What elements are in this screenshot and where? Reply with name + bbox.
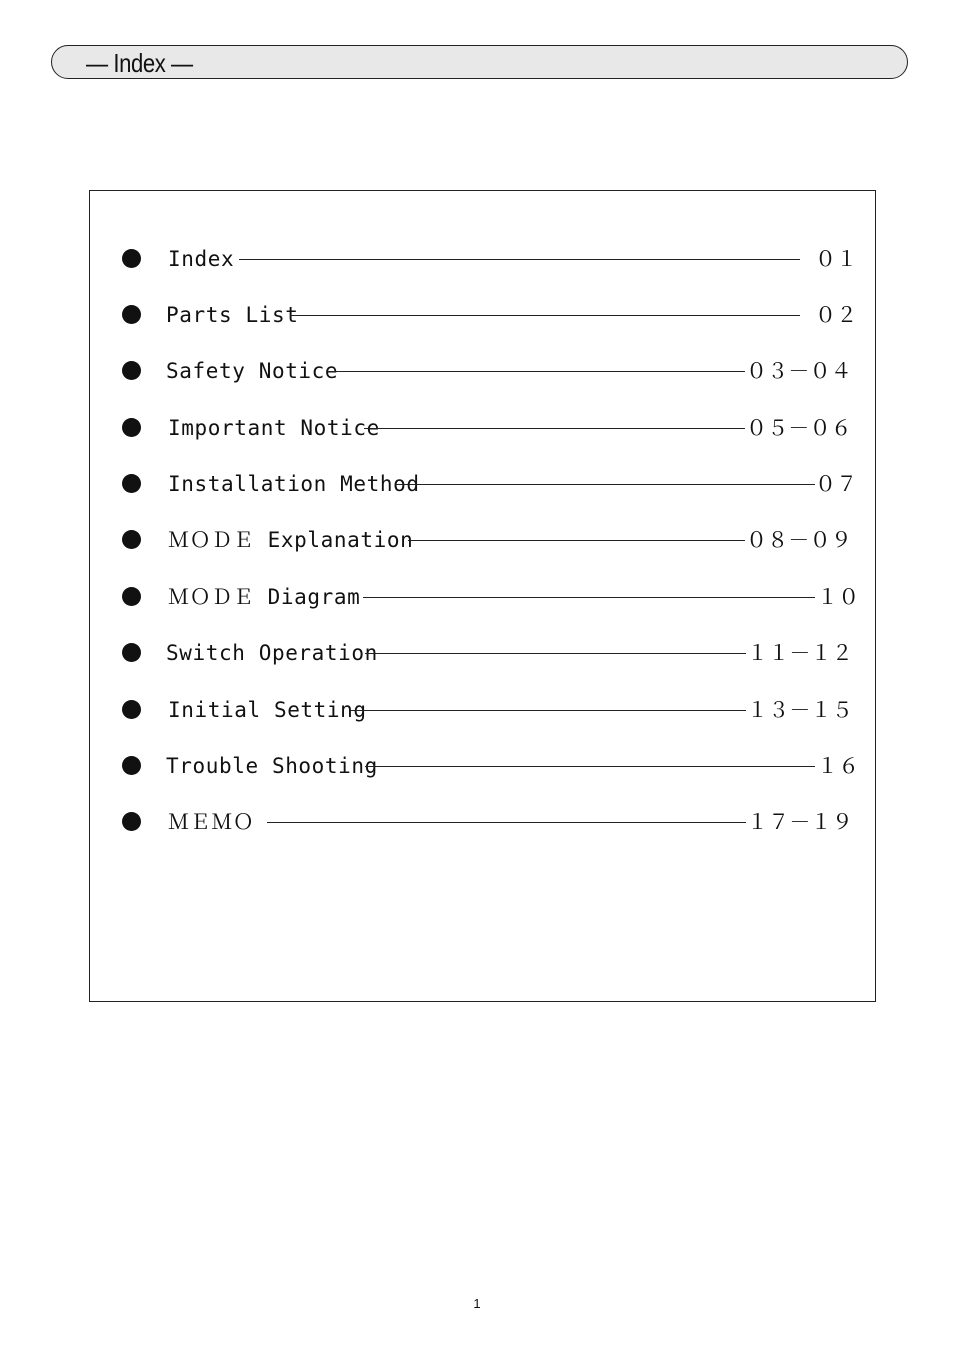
toc-entry[interactable]: [90, 468, 877, 498]
toc-entry-title: Switch Operation: [166, 641, 378, 665]
leader-line: [395, 484, 815, 485]
bullet-icon: [122, 418, 141, 437]
toc-entry-title: Trouble Shooting: [166, 754, 378, 778]
toc-entry-pages: １０: [817, 585, 860, 609]
bullet-icon: [122, 643, 141, 662]
bullet-icon: [122, 756, 141, 775]
toc-entry[interactable]: [90, 355, 877, 385]
leader-line: [267, 822, 746, 823]
toc-entry-pages: ０５－０６: [746, 416, 852, 440]
toc-entry-title: Important Notice: [168, 416, 380, 440]
toc-entry[interactable]: [90, 694, 877, 724]
leader-line: [365, 766, 815, 767]
bullet-icon: [122, 361, 141, 380]
bullet-icon: [122, 587, 141, 606]
toc-entry-pages: ０７: [815, 472, 858, 496]
leader-line: [328, 371, 745, 372]
toc-entry[interactable]: [90, 412, 877, 442]
leader-line: [350, 710, 746, 711]
toc-entry-title: Index: [168, 247, 235, 271]
toc-entry[interactable]: [90, 581, 877, 611]
bullet-icon: [122, 305, 141, 324]
section-header: [51, 45, 908, 79]
toc-entry-pages: ０１: [815, 247, 858, 271]
toc-entry[interactable]: [90, 750, 877, 780]
toc-entry-title: Parts List: [166, 303, 299, 327]
leader-line: [408, 540, 745, 541]
toc-entry[interactable]: [90, 637, 877, 667]
toc-entry[interactable]: [90, 524, 877, 554]
toc-entry[interactable]: [90, 243, 877, 273]
page-number: 1: [473, 1296, 481, 1311]
bullet-icon: [122, 530, 141, 549]
leader-line: [363, 597, 815, 598]
bullet-icon: [122, 812, 141, 831]
toc-entry-pages: ０８－０９: [746, 528, 852, 552]
table-of-contents: [89, 190, 876, 1002]
bullet-icon: [122, 474, 141, 493]
toc-entry-title: Installation Method: [168, 472, 420, 496]
leader-line: [365, 653, 746, 654]
toc-entry-title: ＭＯＤＥ Diagram: [168, 585, 361, 609]
toc-entry-pages: １３－１５: [747, 698, 853, 722]
toc-entry-title: Safety Notice: [166, 359, 339, 383]
bullet-icon: [122, 249, 141, 268]
toc-entry-pages: １６: [817, 754, 860, 778]
toc-entry-title: ＭＯＤＥ Explanation: [168, 528, 414, 552]
section-title: — Index —: [86, 48, 193, 78]
toc-entry[interactable]: [90, 806, 877, 836]
toc-entry-title: Initial Setting: [168, 698, 367, 722]
toc-entry-title: ＭＥＭＯ: [168, 810, 255, 834]
toc-entry-pages: ０２: [815, 303, 858, 327]
leader-line: [239, 259, 800, 260]
leader-line: [364, 428, 745, 429]
leader-line: [290, 315, 800, 316]
toc-entry-pages: ０３－０４: [746, 359, 852, 383]
bullet-icon: [122, 700, 141, 719]
toc-entry[interactable]: [90, 299, 877, 329]
toc-entry-pages: １１－１２: [747, 641, 853, 665]
toc-entry-pages: １７－１９: [747, 810, 853, 834]
